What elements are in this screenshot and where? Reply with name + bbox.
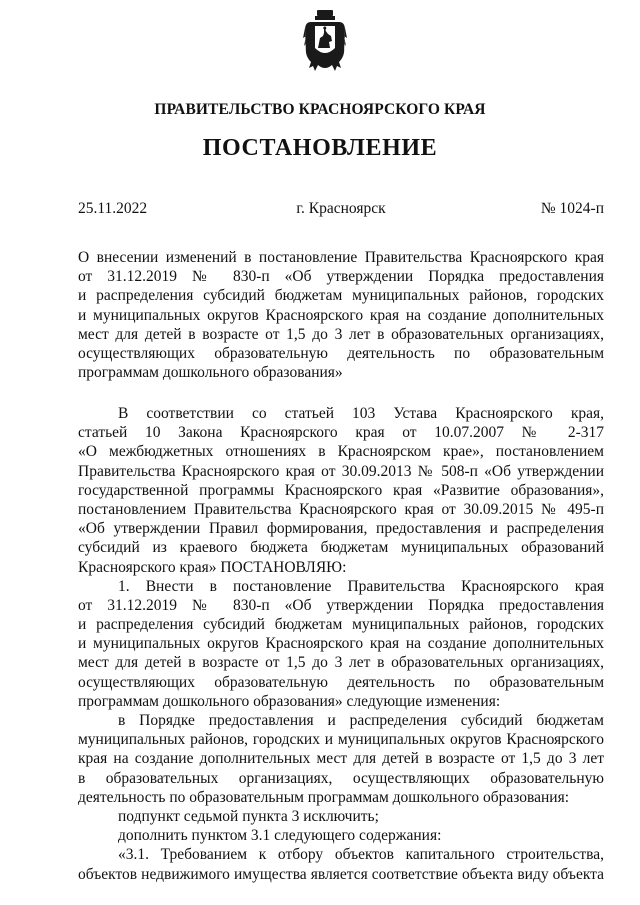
body-line: «3.1. Требованием к отбору объектов капитального строительства, <box>118 846 604 864</box>
body-line: Правительства Красноярского края от 30.09.2013 № 508-п «Об утверждении <box>78 462 604 480</box>
body-line: деятельность по образовательным программам дошкольного образования: <box>78 788 570 806</box>
body-line: программам дошкольного образования» следующие изменения: <box>78 692 501 710</box>
body-line: муниципальных районов, городских и муниципальных округов Красноярского <box>78 731 604 749</box>
document-number: № 1024-п <box>540 200 604 217</box>
coat-of-arms-emblem <box>303 8 347 76</box>
body-line: дополнить пунктом 3.1 следующего содержания: <box>118 827 442 845</box>
body-line: В соответствии со статьей 103 Устава Красноярского края, <box>118 405 604 422</box>
document-type-heading: ПОСТАНОВЛЕНИЕ <box>202 135 438 161</box>
body-line: в образовательных организациях, осуществляющих образовательную <box>78 769 604 787</box>
body-line: субсидий из краевого бюджета бюджетам муниципальных образований <box>78 539 604 557</box>
body-line: подпункт седьмой пункта 3 исключить; <box>118 807 379 825</box>
body-line: края на создание дополнительных мест для детей в возрасте от 1,5 до 3 лет <box>78 750 604 768</box>
title-line: от 31.12.2019 № 830-п «Об утверждении Порядка предоставления <box>78 268 604 286</box>
body-line: государственной программы Красноярского края «Развитие образования», <box>78 481 604 499</box>
government-title: ПРАВИТЕЛЬСТВО КРАСНОЯРСКОГО КРАЯ <box>154 101 486 118</box>
body-line: и распределения субсидий бюджетам муниципальных районов, городских <box>78 616 604 634</box>
body-line: мест для детей в возрасте от 1,5 до 3 лет в образовательных организациях, <box>78 654 604 672</box>
body-line: объектов недвижимого имущества является соответствие объекта виду объекта <box>78 865 604 883</box>
body-line: «Об утверждении Правил формирования, предоставления и распределения <box>78 520 604 538</box>
body-line: 1. Внести в постановление Правительства Красноярского края <box>118 577 604 595</box>
body-line: и муниципальных округов Красноярского края на создание дополнительных <box>78 635 604 653</box>
document-title-block <box>78 248 604 382</box>
document-meta-row <box>78 200 604 220</box>
body-line: постановлением Правительства Красноярского края от 30.09.2015 № 495-п <box>78 500 604 518</box>
body-line: от 31.12.2019 № 830-п «Об утверждении Порядка предоставления <box>78 596 604 614</box>
document-date: 25.11.2022 <box>78 200 148 217</box>
body-line: Красноярского края» ПОСТАНОВЛЯЮ: <box>78 558 347 576</box>
title-line: осуществляющих образовательную деятельность по образовательным <box>78 344 604 362</box>
title-line: мест для детей в возрасте от 1,5 до 3 лет в образовательных организациях, <box>78 325 604 343</box>
body-line: в Порядке предоставления и распределения субсидий бюджетам <box>118 712 604 729</box>
title-line: программам дошкольного образования» <box>78 364 343 382</box>
body-line: осуществляющих образовательную деятельность по образовательным <box>78 673 604 691</box>
document-body <box>78 404 604 884</box>
title-line: О внесении изменений в постановление Правительства Красноярского края <box>78 249 604 266</box>
title-line: и муниципальных округов Красноярского края на создание дополнительных <box>78 306 604 324</box>
body-line: «О межбюджетных отношениях в Красноярском крае», постановлением <box>78 443 604 461</box>
document-city: г. Красноярск <box>296 200 386 217</box>
title-line: и распределения субсидий бюджетам муниципальных районов, городских <box>78 287 604 305</box>
body-line: статьей 10 Закона Красноярского края от 10.07.2007 № 2-317 <box>78 424 604 442</box>
